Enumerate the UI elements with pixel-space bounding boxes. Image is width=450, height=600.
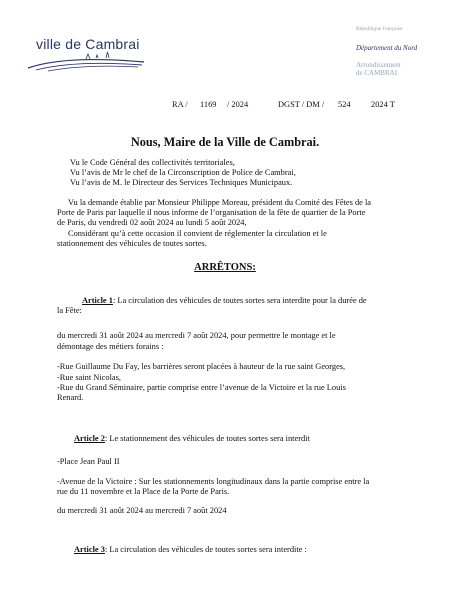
city-logo-icon (26, 50, 146, 72)
street-item: Renard. (57, 393, 84, 402)
article-1-period-cont: démontage des métiers forains : (57, 342, 164, 351)
article-2-period: du mercredi 31 août 2024 au mercredi 7 août 2024 (57, 506, 227, 515)
request-line: Porte de Paris par laquelle il nous informe de l’organisation de la fête de quartier de la Porte (57, 208, 366, 217)
request-line: Considérant qu’à cette occasion il convient de réglementer la circulation et le (68, 229, 327, 238)
ref-dgst-label: DGST / DM / (278, 100, 325, 109)
article-1 (82, 296, 367, 306)
article-2 (74, 434, 310, 444)
page-title: Nous, Maire de la Ville de Cambrai. (130, 135, 320, 149)
arretons-heading: ARRÊTONS: (194, 262, 256, 273)
article-1-text-cont: la Fête: (57, 306, 82, 315)
street-item: -Rue Guillaume Du Fay, les barrières seront placées à hauteur de la rue saint Georges, (57, 362, 346, 371)
ref-dgst-year: 2024 T (371, 100, 395, 109)
article-3-text: : La circulation des véhicules de toutes sortes sera interdite : (104, 545, 307, 554)
ref-ra-year: / 2024 (227, 100, 249, 109)
ref-ra-number: 1169 (200, 100, 217, 109)
city-logo-name: ville de Cambrai (36, 36, 140, 52)
visa-line: Vu l’avis de M. le Directeur des Services Techniques Municipaux. (70, 178, 293, 187)
article-2-text: : Le stationnement des véhicules de toutes sortes sera interdit (104, 434, 310, 443)
street-item: -Rue du Grand Séminaire, partie comprise entre l’avenue de la Victoire et la rue Louis (57, 383, 346, 392)
article-3-label: Article 3 (74, 545, 105, 554)
republique-label: République française (356, 26, 403, 32)
article-2-label: Article 2 (74, 434, 105, 443)
article-1-label: Article 1 (82, 296, 113, 305)
ref-dgst-number: 524 (338, 100, 351, 109)
ref-ra-label: RA / (172, 100, 188, 109)
article-1-period: du mercredi 31 août 2024 au mercredi 7 août 2024, pour permettre le montage et le (57, 331, 336, 340)
departement-label: Département du Nord (356, 44, 418, 52)
article-3 (74, 545, 307, 555)
article-2-place: -Place Jean Paul II (57, 457, 120, 466)
article-1-text: : La circulation des véhicules de toutes sortes sera interdite pour la durée de (112, 296, 367, 305)
article-2-avenue-cont: rue du 11 novembre et la Place de la Porte de Paris. (57, 487, 230, 496)
request-line: Vu la demande établie par Monsieur Philippe Moreau, président du Comité des Fêtes de la (68, 198, 372, 207)
visa-line: Vu le Code Général des collectivités territoriales, (70, 158, 235, 167)
visa-line: Vu l’avis de Mr le chef de la Circonscription de Police de Cambrai, (70, 168, 296, 177)
request-line: stationnement des véhicules de toutes sortes. (57, 239, 207, 248)
arrondissement-label: Arrondissement (356, 61, 401, 69)
arrondissement-city: de CAMBRAI (356, 69, 398, 77)
street-item: -Rue saint Nicolas, (57, 373, 121, 382)
request-line: de Paris, du vendredi 02 août 2024 au lundi 5 août 2024, (57, 218, 247, 227)
article-2-avenue: -Avenue de la Victoire : Sur les stationnements longitudinaux dans la partie comprise entre la (57, 477, 370, 486)
